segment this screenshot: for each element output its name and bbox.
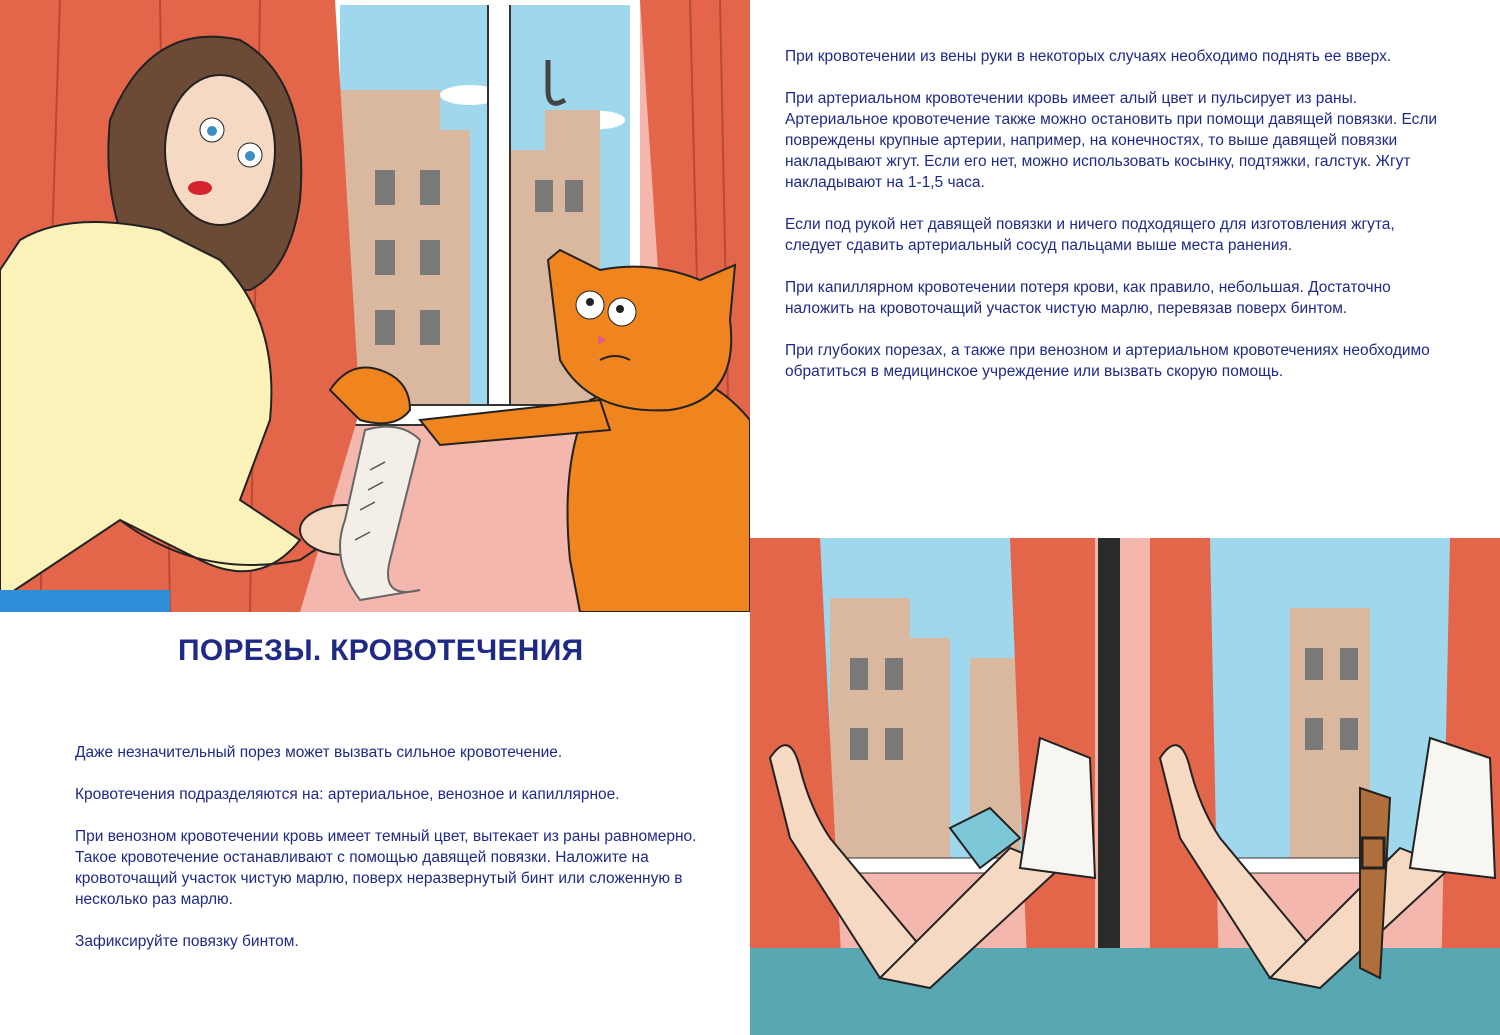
right-paragraph: При артериальном кровотечении кровь имеет алый цвет и пульсирует из раны. Артериальное кровотечение также можно остановить при помощи давящей повязки. Если повреждены крупные артерии, например, на конечностях, то выше давящей повязки накладывают жгут. Если его нет, можно использовать косынку, подтяжки, галстук. Жгут накладывают на 1-1,5 часа.: [785, 90, 1438, 191]
left-paragraph: Кровотечения подразделяются на: артериальное, венозное и капиллярное.: [75, 786, 620, 803]
illustration-woman-cat-art: [0, 0, 750, 612]
left-paragraph: При венозном кровотечении кровь имеет темный цвет, вытекает из раны равномерно. Такое кровотечение останавливают с помощью давящей повязки. Наложите на кровоточащий участок чистую марлю, поверх неразвернутый бинт или сложенную в несколько раз марлю.: [75, 828, 697, 908]
illustration-woman-cat: [0, 0, 750, 612]
page-title: ПОРЕЗЫ. КРОВОТЕЧЕНИЯ: [178, 634, 584, 667]
illustration-tourniquet-arms-art: [750, 538, 1500, 1035]
right-text-column: [785, 46, 1445, 403]
right-paragraph: При кровотечении из вены руки в некоторых случаях необходимо поднять ее вверх.: [785, 48, 1392, 65]
left-paragraph: Зафиксируйте повязку бинтом.: [75, 933, 299, 950]
right-paragraph: При глубоких порезах, а также при венозном и артериальном кровотечениях необходимо обратиться в медицинское учреждение или вызвать скорую помощь.: [785, 342, 1430, 380]
left-paragraph: Даже незначительный порез может вызвать сильное кровотечение.: [75, 744, 563, 761]
right-paragraph: Если под рукой нет давящей повязки и ничего подходящего для изготовления жгута, следует сдавить артериальный сосуд пальцами выше места ранения.: [785, 216, 1395, 254]
right-paragraph: При капиллярном кровотечении потеря крови, как правило, небольшая. Достаточно наложить на кровоточащий участок чистую марлю, перевязав поверх бинтом.: [785, 279, 1391, 317]
illustration-tourniquet-arms: [750, 538, 1500, 1035]
left-text-column: [75, 742, 735, 973]
